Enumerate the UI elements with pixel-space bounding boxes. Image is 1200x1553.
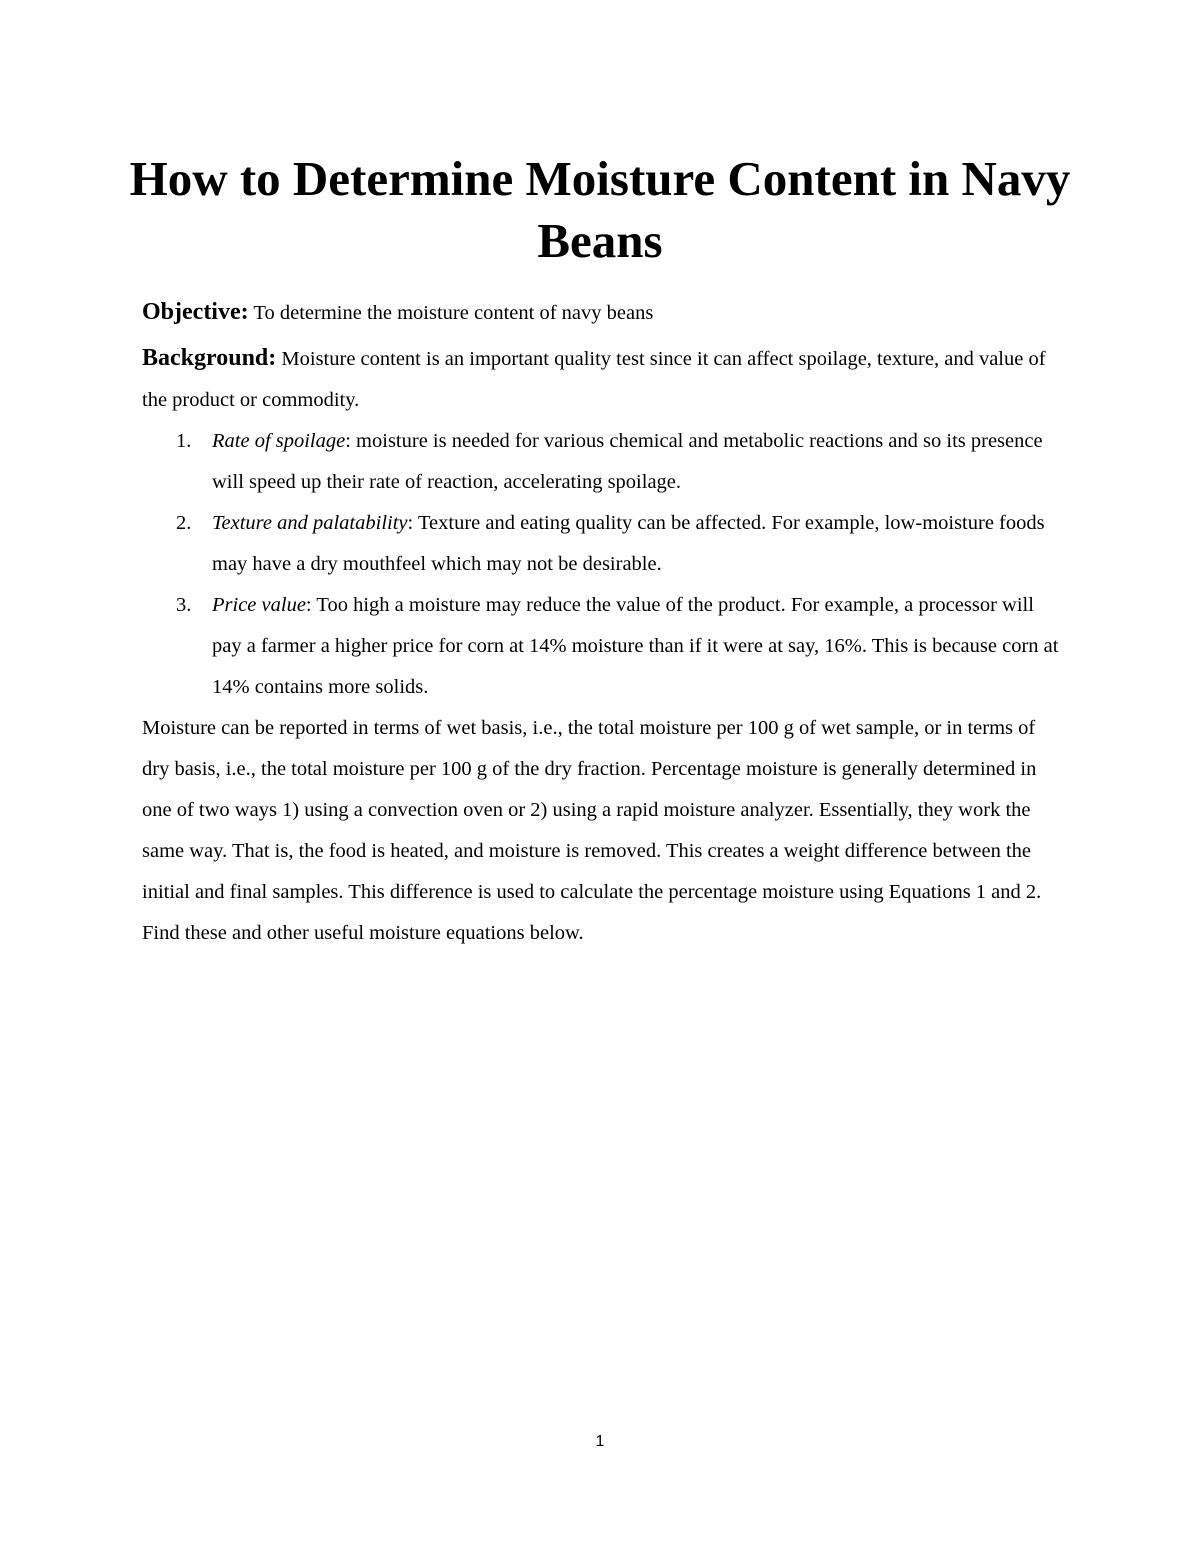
list-item [176, 585, 1067, 708]
objective-section [142, 292, 1067, 334]
list-item-number: 2. [176, 512, 192, 534]
reasons-list [142, 421, 1067, 708]
document-title: How to Determine Moisture Content in Navy Beans [129, 151, 1071, 268]
list-item-text: : moisture is needed for various chemical and metabolic reactions and so its presence will speed up their rate of reaction, accelerating spoilage. [212, 430, 1043, 493]
background-text: Moisture content is an important quality test since it can affect spoilage, texture, and value of the product or commodity. [142, 348, 1046, 411]
list-item-text: : Too high a moisture may reduce the value of the product. For example, a processor will pay a farmer a higher price for corn at 14% moisture than if it were at say, 16%. This is because corn at 14% contains more solids. [212, 594, 1059, 698]
objective-label: Objective: [142, 299, 249, 325]
list-item-text: : Texture and eating quality can be affected. For example, low-moisture foods may have a dry mouthfeel which may not be desirable. [212, 512, 1045, 575]
list-item [176, 421, 1067, 503]
list-item-term: Texture and palatability [212, 512, 408, 534]
background-label: Background: [142, 345, 277, 371]
moisture-paragraph: Moisture can be reported in terms of wet basis, i.e., the total moisture per 100 g of wet sample, or in terms of dry basis, i.e., the total moisture per 100 g of the dry fraction. Percentage moisture is generally determined in one of two ways 1) using a convection oven or 2) using a rapid moisture analyzer. Essentially, they work the same way. That is, the food is heated, and moisture is removed. This creates a weight difference between the initial and final samples. This difference is used to calculate the percentage moisture using Equations 1 and 2. Find these and other useful moisture equations below. [142, 717, 1042, 944]
page-number: 1 [595, 1433, 605, 1450]
background-section [142, 338, 1067, 421]
list-item-number: 1. [176, 430, 192, 452]
list-item [176, 503, 1067, 585]
list-item-number: 3. [176, 594, 192, 616]
list-item-term: Rate of spoilage [212, 430, 346, 452]
document-body [142, 292, 1067, 954]
list-item-term: Price value [212, 594, 306, 616]
objective-text: To determine the moisture content of navy beans [253, 302, 654, 324]
